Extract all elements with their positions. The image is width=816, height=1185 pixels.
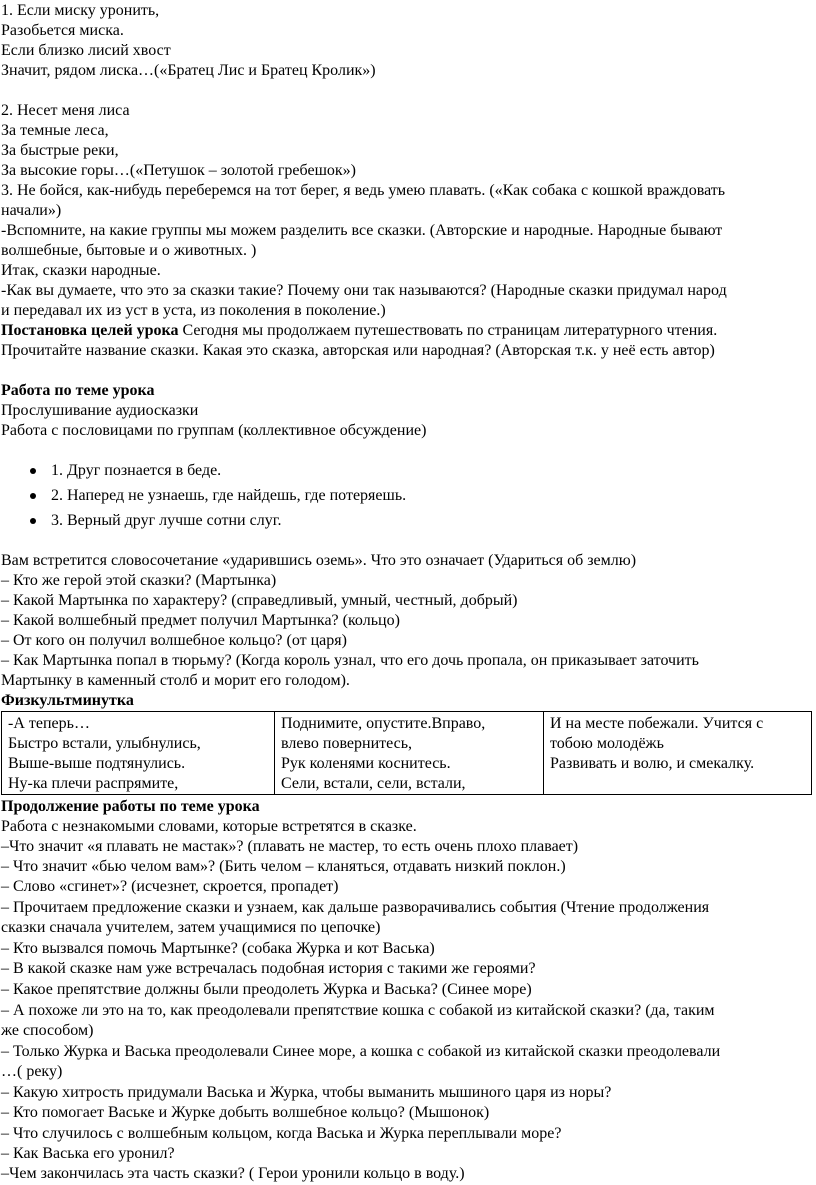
bullet-icon <box>30 468 36 474</box>
questions1-line-5: – От кого он получил волшебное кольцо? (от царя) <box>1 632 347 649</box>
poem2-line-4: За высокие горы…(«Петушок – золотой гребешок») <box>1 162 356 179</box>
fizkult-col1-line: Выше-выше подтянулись. <box>8 755 186 772</box>
fizkult-col3-line: Развивать и волю, и смекалку. <box>550 755 755 772</box>
questions1-line-7: Мартынку в каменный столб и морит его голодом). <box>1 672 350 689</box>
continuation-line: – Только Журка и Васька преодолевали Синее море, а кошка с собакой из китайской сказки преодолевали <box>1 1043 721 1060</box>
questions1-line-1: Вам встретится словосочетание «ударившись оземь». Что это означает (Удариться об землю) <box>1 552 637 569</box>
continuation-line: – Кто помогает Ваське и Журке добыть волшебное кольцо? (Мышонок) <box>1 1104 490 1121</box>
continuation-line: – А похоже ли это на то, как преодолевали препятствие кошка с собакой из китайской сказки? (да, таким <box>1 1002 715 1019</box>
fizkult-heading: Физкультминутка <box>1 692 134 709</box>
work-heading: Работа по теме урока <box>1 382 155 399</box>
fizkult-col2-line: Сели, встали, сели, встали, <box>281 775 466 792</box>
goals-heading: Постановка целей урока <box>1 322 179 339</box>
fizkult-col2-line: Рук коленями коснитесь. <box>281 755 451 772</box>
folk-tales-line: Итак, сказки народные. <box>1 262 161 279</box>
riddle3-line-1: 3. Не бойся, как-нибудь переберемся на тот берег, я ведь умею плавать. («Как собака с кошкой враждовать <box>1 182 726 199</box>
questions1-line-4: – Какой волшебный предмет получил Мартынка? (кольцо) <box>1 612 400 629</box>
fizkult-col1-line: -А теперь… <box>8 715 90 732</box>
work-line-2: Работа с пословицами по группам (коллективное обсуждение) <box>1 422 427 439</box>
fizkult-col3-line: тобою молодёжь <box>550 735 664 752</box>
question-why-line-1: -Как вы думаете, что это за сказки такие? Почему они так называются? (Народные сказки придумал народ <box>1 282 727 299</box>
continuation-line: –Чем закончилась эта часть сказки? ( Герои уронили кольцо в воду.) <box>1 1165 465 1182</box>
continuation-line: же способом) <box>1 1022 94 1039</box>
questions1-line-6: – Как Мартынка попал в тюрьму? (Когда король узнал, что его дочь пропала, он приказывает заточить <box>1 652 699 669</box>
fizkult-col2-line: влево повернитесь, <box>281 735 413 752</box>
continuation-line: Работа с незнакомыми словами, которые встретятся в сказке. <box>1 818 417 835</box>
continuation-line: …( реку) <box>1 1063 63 1080</box>
question-why-line-2: и передавал их из уст в уста, из поколения в поколение.) <box>1 302 386 319</box>
poem2-line-3: За быстрые реки, <box>1 142 119 159</box>
question-groups-line-1: -Вспомните, на какие группы мы можем разделить все сказки. (Авторские и народные. Народные бывают <box>1 222 723 239</box>
poem1-line-4: Значит, рядом лиска…(«Братец Лис и Братец Кролик») <box>1 62 376 79</box>
goals-text: Сегодня мы продолжаем путешествовать по страницам литературного чтения. <box>178 322 718 339</box>
continuation-heading: Продолжение работы по теме урока <box>1 798 260 815</box>
continuation-line: – Что значит «бью челом вам»? (Бить челом – кланяться, отдавать низкий поклон.) <box>1 858 566 875</box>
poem1-line-3: Если близко лисий хвост <box>1 42 171 59</box>
poem2-line-1: 2. Несет меня лиса <box>1 102 130 119</box>
proverb-item: 1. Друг познается в беде. <box>51 462 222 479</box>
fizkult-col1-line: Быстро встали, улыбнулись, <box>8 735 201 752</box>
continuation-line: –Что значит «я плавать не мастак»? (плавать не мастер, то есть очень плохо плавает) <box>1 838 579 855</box>
continuation-line: – В какой сказке нам уже встречалась подобная история с такими же героями? <box>1 960 536 977</box>
goals-line-2: Прочитайте название сказки. Какая это сказка, авторская или народная? (Авторская т.к. у неё есть автор) <box>1 342 715 359</box>
poem1-line-1: 1. Если миску уронить, <box>1 2 160 19</box>
question-groups-line-2: волшебные, бытовые и о животных. ) <box>1 242 257 259</box>
work-line-1: Прослушивание аудиосказки <box>1 402 199 419</box>
fizkult-col3-line: И на месте побежали. Учится с <box>550 715 764 732</box>
continuation-line: – Какую хитрость придумали Васька и Журка, чтобы выманить мышиного царя из норы? <box>1 1084 612 1101</box>
proverb-item: 2. Наперед не узнаешь, где найдешь, где потеряешь. <box>51 487 407 504</box>
proverb-item: 3. Верный друг лучше сотни слуг. <box>51 512 282 529</box>
poem1-line-2: Разобьется миска. <box>1 22 124 39</box>
continuation-line: – Какое препятствие должны были преодолеть Журка и Васька? (Синее море) <box>1 981 532 998</box>
continuation-line: – Прочитаем предложение сказки и узнаем, как дальше разворачивались события (Чтение продолжения <box>1 899 710 916</box>
table-row <box>2 712 812 795</box>
fizkult-table <box>1 711 812 795</box>
poem2-line-2: За темные леса, <box>1 122 109 139</box>
bullet-icon <box>30 493 36 499</box>
fizkult-col1-line: Ну-ка плечи распрямите, <box>8 775 179 792</box>
continuation-line: – Кто вызвался помочь Мартынке? (собака Журка и кот Васька) <box>1 940 435 957</box>
fizkult-col-3 <box>544 712 812 795</box>
fizkult-col-1 <box>2 712 275 795</box>
fizkult-col-2 <box>275 712 544 795</box>
continuation-line: – Слово «сгинет»? (исчезнет, скроется, пропадет) <box>1 878 339 895</box>
continuation-line: – Что случилось с волшебным кольцом, когда Васька и Журка переплывали море? <box>1 1125 562 1142</box>
continuation-line: сказки сначала учителем, затем учащимися по цепочке) <box>1 919 381 936</box>
questions1-line-3: – Какой Мартынка по характеру? (справедливый, умный, честный, добрый) <box>1 592 518 609</box>
questions1-line-2: – Кто же герой этой сказки? (Мартынка) <box>1 572 277 589</box>
goals-line-1 <box>1 321 717 341</box>
bullet-icon <box>30 518 36 524</box>
fizkult-col2-line: Поднимите, опустите.Вправо, <box>281 715 486 732</box>
continuation-line: – Как Васька его уронил? <box>1 1145 175 1162</box>
riddle3-line-2: начали») <box>1 202 62 219</box>
